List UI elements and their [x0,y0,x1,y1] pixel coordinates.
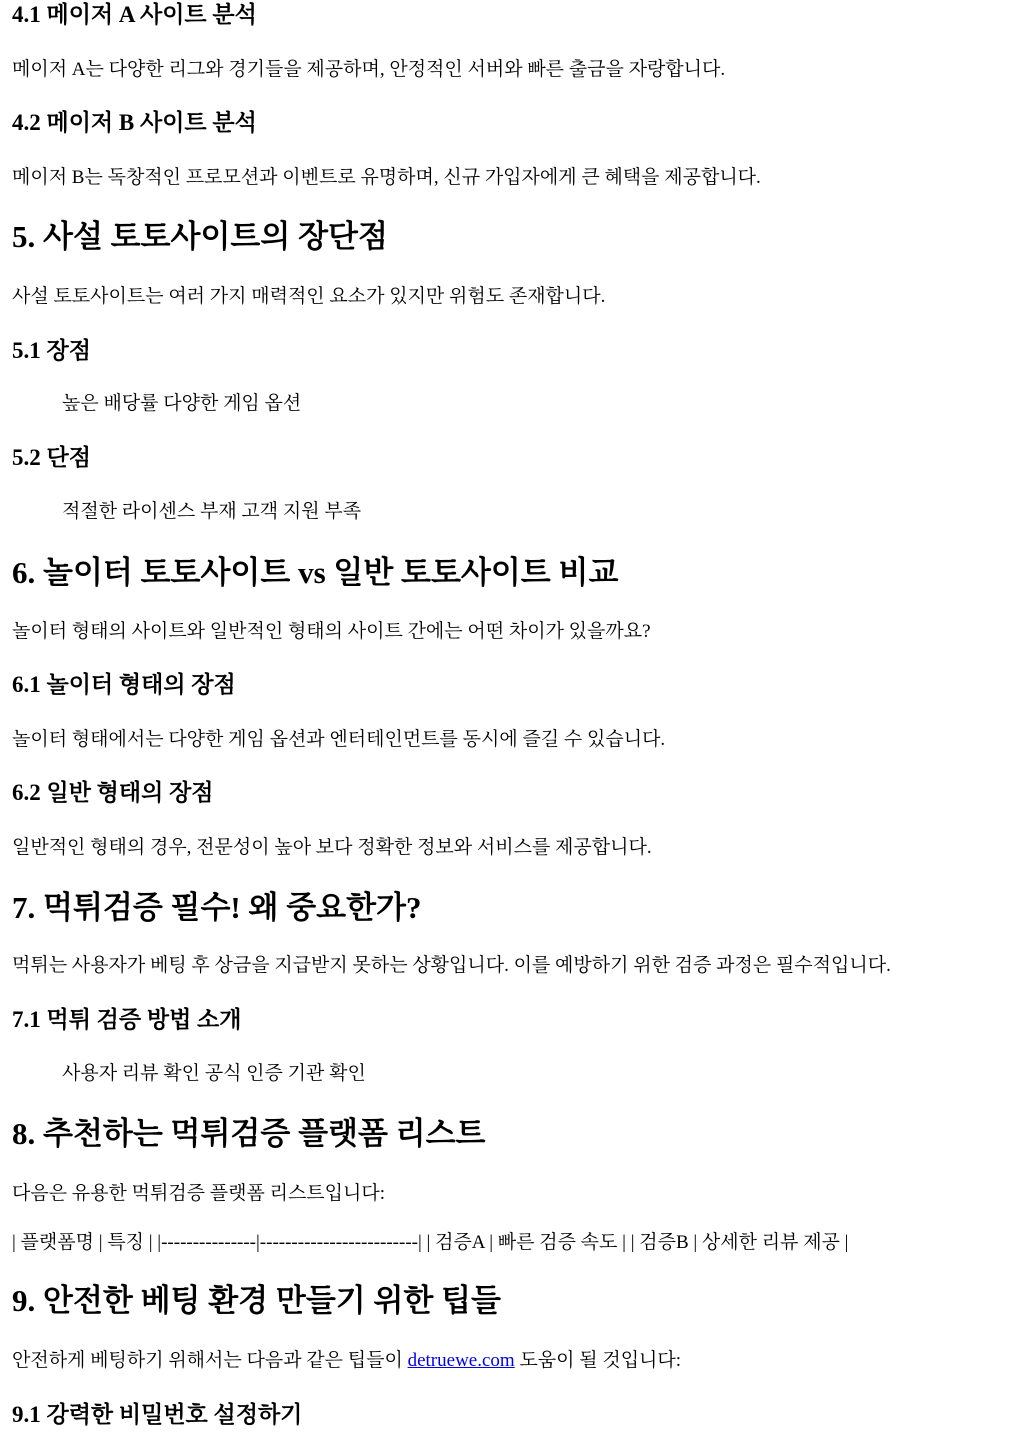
heading-4-1: 4.1 메이저 A 사이트 분석 [12,2,257,27]
paragraph-4-1: 메이저 A는 다양한 리그와 경기들을 제공하며, 안정적인 서버와 빠른 출금을 자랑합니다. [12,59,726,80]
heading-8: 8. 추천하는 먹튀검증 플랫폼 리스트 [12,1116,486,1151]
list-pros: 높은 배당률 다양한 게임 옵션 [62,393,302,414]
paragraph-9-text-before: 안전하게 베팅하기 위해서는 다음과 같은 팁들이 [12,1350,408,1371]
paragraph-4-2: 메이저 B는 독창적인 프로모션과 이벤트로 유명하며, 신규 가입자에게 큰 혜택을 제공합니다. [12,167,761,188]
heading-5-1: 5.1 장점 [12,338,91,363]
paragraph-5: 사설 토토사이트는 여러 가지 매력적인 요소가 있지만 위험도 존재합니다. [12,286,606,307]
heading-6-1: 6.1 놀이터 형태의 장점 [12,672,236,697]
paragraph-6-1: 놀이터 형태에서는 다양한 게임 옵션과 엔터테인먼트를 동시에 즐길 수 있습니다. [12,729,666,750]
heading-9: 9. 안전한 베팅 환경 만들기 위한 팁들 [12,1283,501,1318]
paragraph-6-2: 일반적인 형태의 경우, 전문성이 높아 보다 정확한 정보와 서비스를 제공합니다. [12,837,652,858]
paragraph-7: 먹튀는 사용자가 베팅 후 상금을 지급받지 못하는 상황입니다. 이를 예방하기 위한 검증 과정은 필수적입니다. [12,955,891,976]
heading-5: 5. 사설 토토사이트의 장단점 [12,219,388,254]
paragraph-8: 다음은 유용한 먹튀검증 플랫폼 리스트입니다: [12,1183,386,1204]
site-link[interactable]: detruewe.com [407,1350,515,1371]
heading-6: 6. 놀이터 토토사이트 vs 일반 토토사이트 비교 [12,555,619,590]
paragraph-9 [12,1348,1012,1374]
heading-7: 7. 먹튀검증 필수! 왜 중요한가? [12,890,422,925]
heading-6-2: 6.2 일반 형태의 장점 [12,780,214,805]
heading-7-1: 7.1 먹튀 검증 방법 소개 [12,1007,242,1032]
heading-9-1: 9.1 강력한 비밀번호 설정하기 [12,1402,303,1427]
paragraph-6: 놀이터 형태의 사이트와 일반적인 형태의 사이트 간에는 어떤 차이가 있을까요? [12,621,651,642]
list-cons: 적절한 라이센스 부재 고객 지원 부족 [62,501,362,522]
heading-5-2: 5.2 단점 [12,445,91,470]
heading-4-2: 4.2 메이저 B 사이트 분석 [12,110,257,135]
paragraph-9-text-after: 도움이 될 것입니다: [514,1350,682,1371]
list-verification-methods: 사용자 리뷰 확인 공식 인증 기관 확인 [62,1063,366,1084]
platform-table-raw: | 플랫폼명 | 특징 | |---------------|-------------------------| | 검증A | 빠른 검증 속도 | | 검증B | 상세한 리뷰 제공 | [12,1232,849,1253]
